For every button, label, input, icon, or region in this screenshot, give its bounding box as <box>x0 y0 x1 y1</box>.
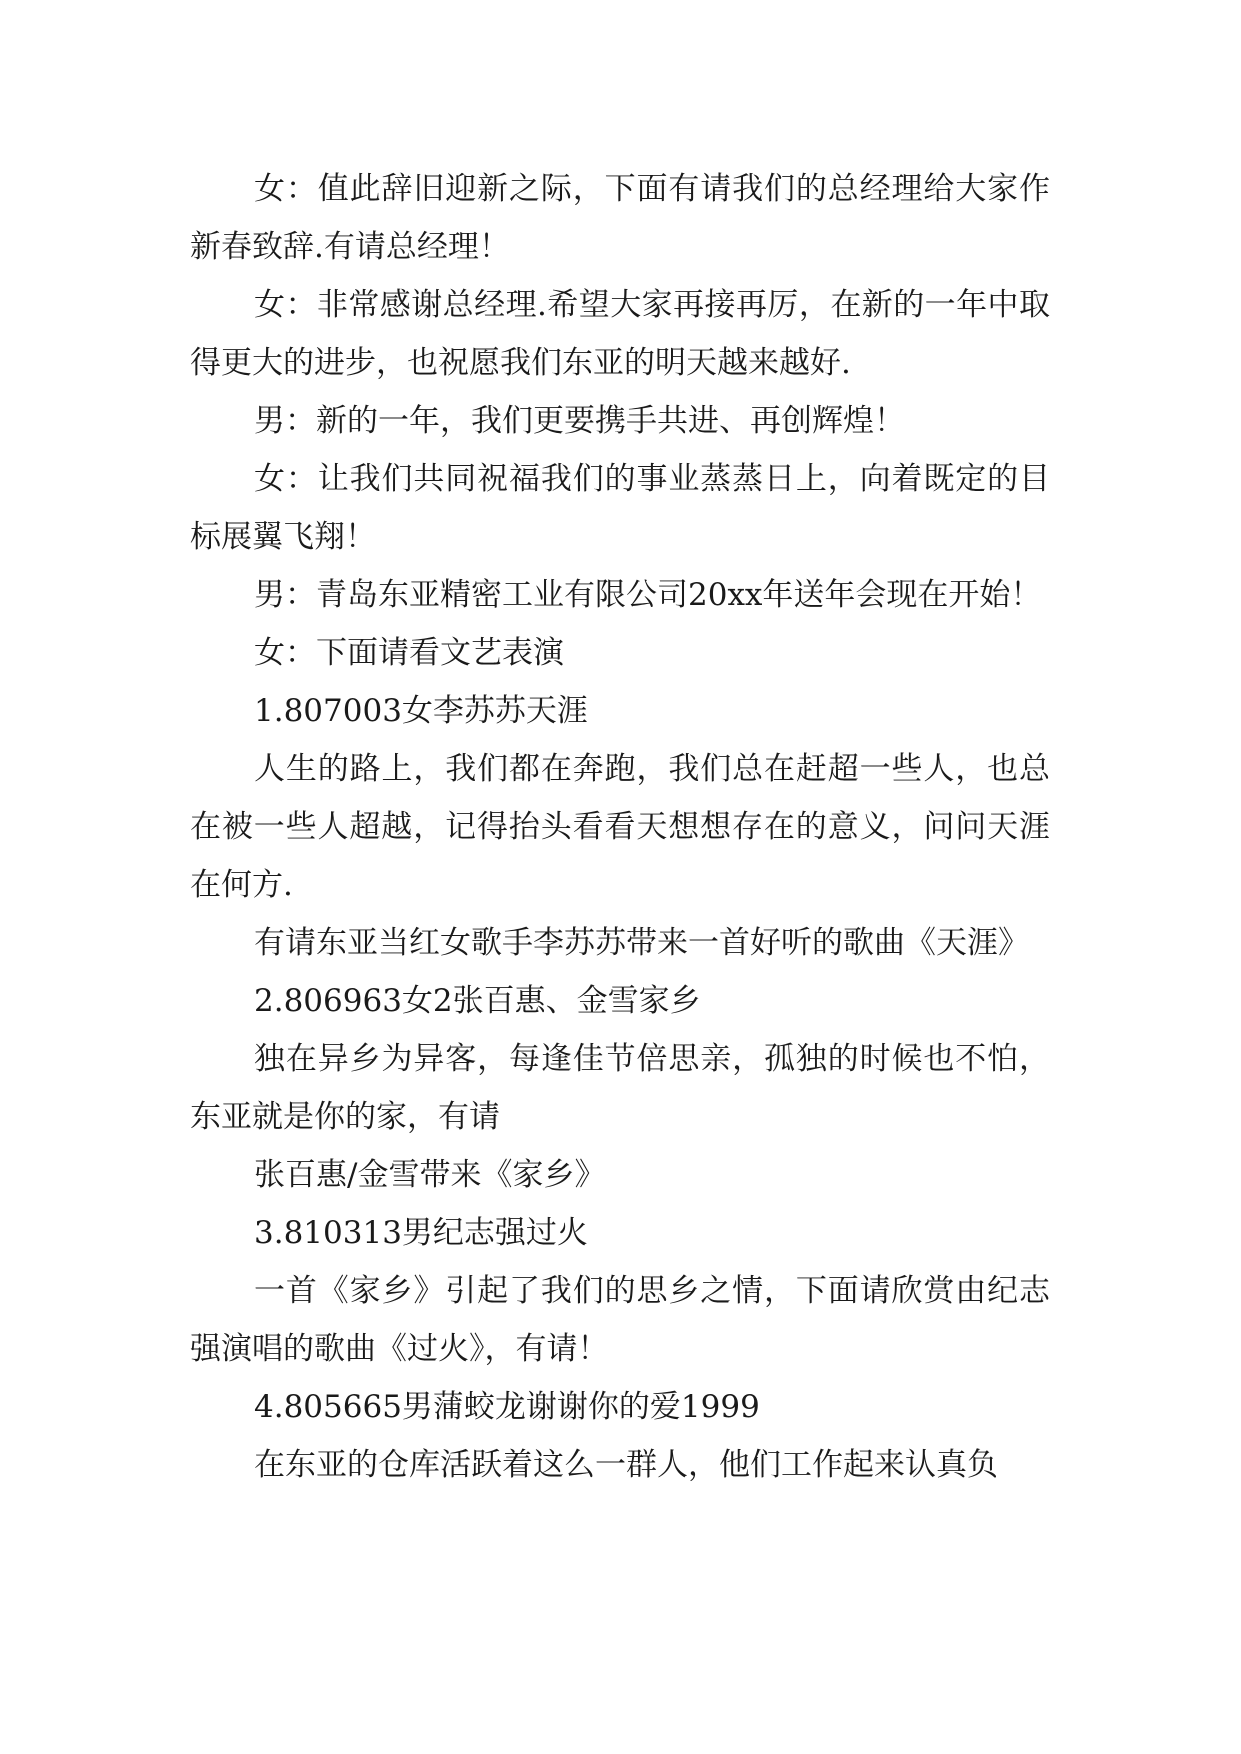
paragraph-program-1-invite: 有请东亚当红女歌手李苏苏带来一首好听的歌曲《天涯》 <box>254 925 1029 961</box>
program-item-4: 4.805665男蒲蛟龙谢谢你的爱1999 <box>254 1389 760 1425</box>
paragraph-program-4-intro: 在东亚的仓库活跃着这么一群人，他们工作起来认真负 <box>254 1447 998 1483</box>
paragraph-opening-speech: 女：值此辞旧迎新之际，下面有请我们的总经理给大家作新春致辞.有请总经理！ <box>190 171 1050 265</box>
paragraph-blessing: 女：让我们共同祝福我们的事业蒸蒸日上，向着既定的目标展翼飞翔！ <box>190 461 1050 555</box>
paragraph-program-2-invite: 张百惠/金雪带来《家乡》 <box>254 1157 606 1193</box>
paragraph-performance-intro: 女：下面请看文艺表演 <box>254 635 564 671</box>
paragraph-new-year: 男：新的一年，我们更要携手共进、再创辉煌！ <box>254 403 905 439</box>
document-body <box>190 160 1050 1494</box>
paragraph-program-3-intro: 一首《家乡》引起了我们的思乡之情，下面请欣赏由纪志强演唱的歌曲《过火》，有请！ <box>190 1273 1050 1367</box>
program-item-1: 1.807003女李苏苏天涯 <box>254 693 588 729</box>
paragraph-party-start: 男：青岛东亚精密工业有限公司20xx年送年会现在开始！ <box>254 577 1042 613</box>
paragraph-program-1-intro: 人生的路上，我们都在奔跑，我们总在赶超一些人，也总在被一些人超越，记得抬头看看天想想存在的意义，问问天涯在何方. <box>190 751 1050 903</box>
program-item-2: 2.806963女2张百惠、金雪家乡 <box>254 983 701 1019</box>
program-item-3: 3.810313男纪志强过火 <box>254 1215 588 1251</box>
paragraph-thanks-manager: 女：非常感谢总经理.希望大家再接再厉，在新的一年中取得更大的进步，也祝愿我们东亚的明天越来越好. <box>190 287 1050 381</box>
paragraph-program-2-intro: 独在异乡为异客，每逢佳节倍思亲，孤独的时候也不怕，东亚就是你的家，有请 <box>190 1041 1050 1135</box>
